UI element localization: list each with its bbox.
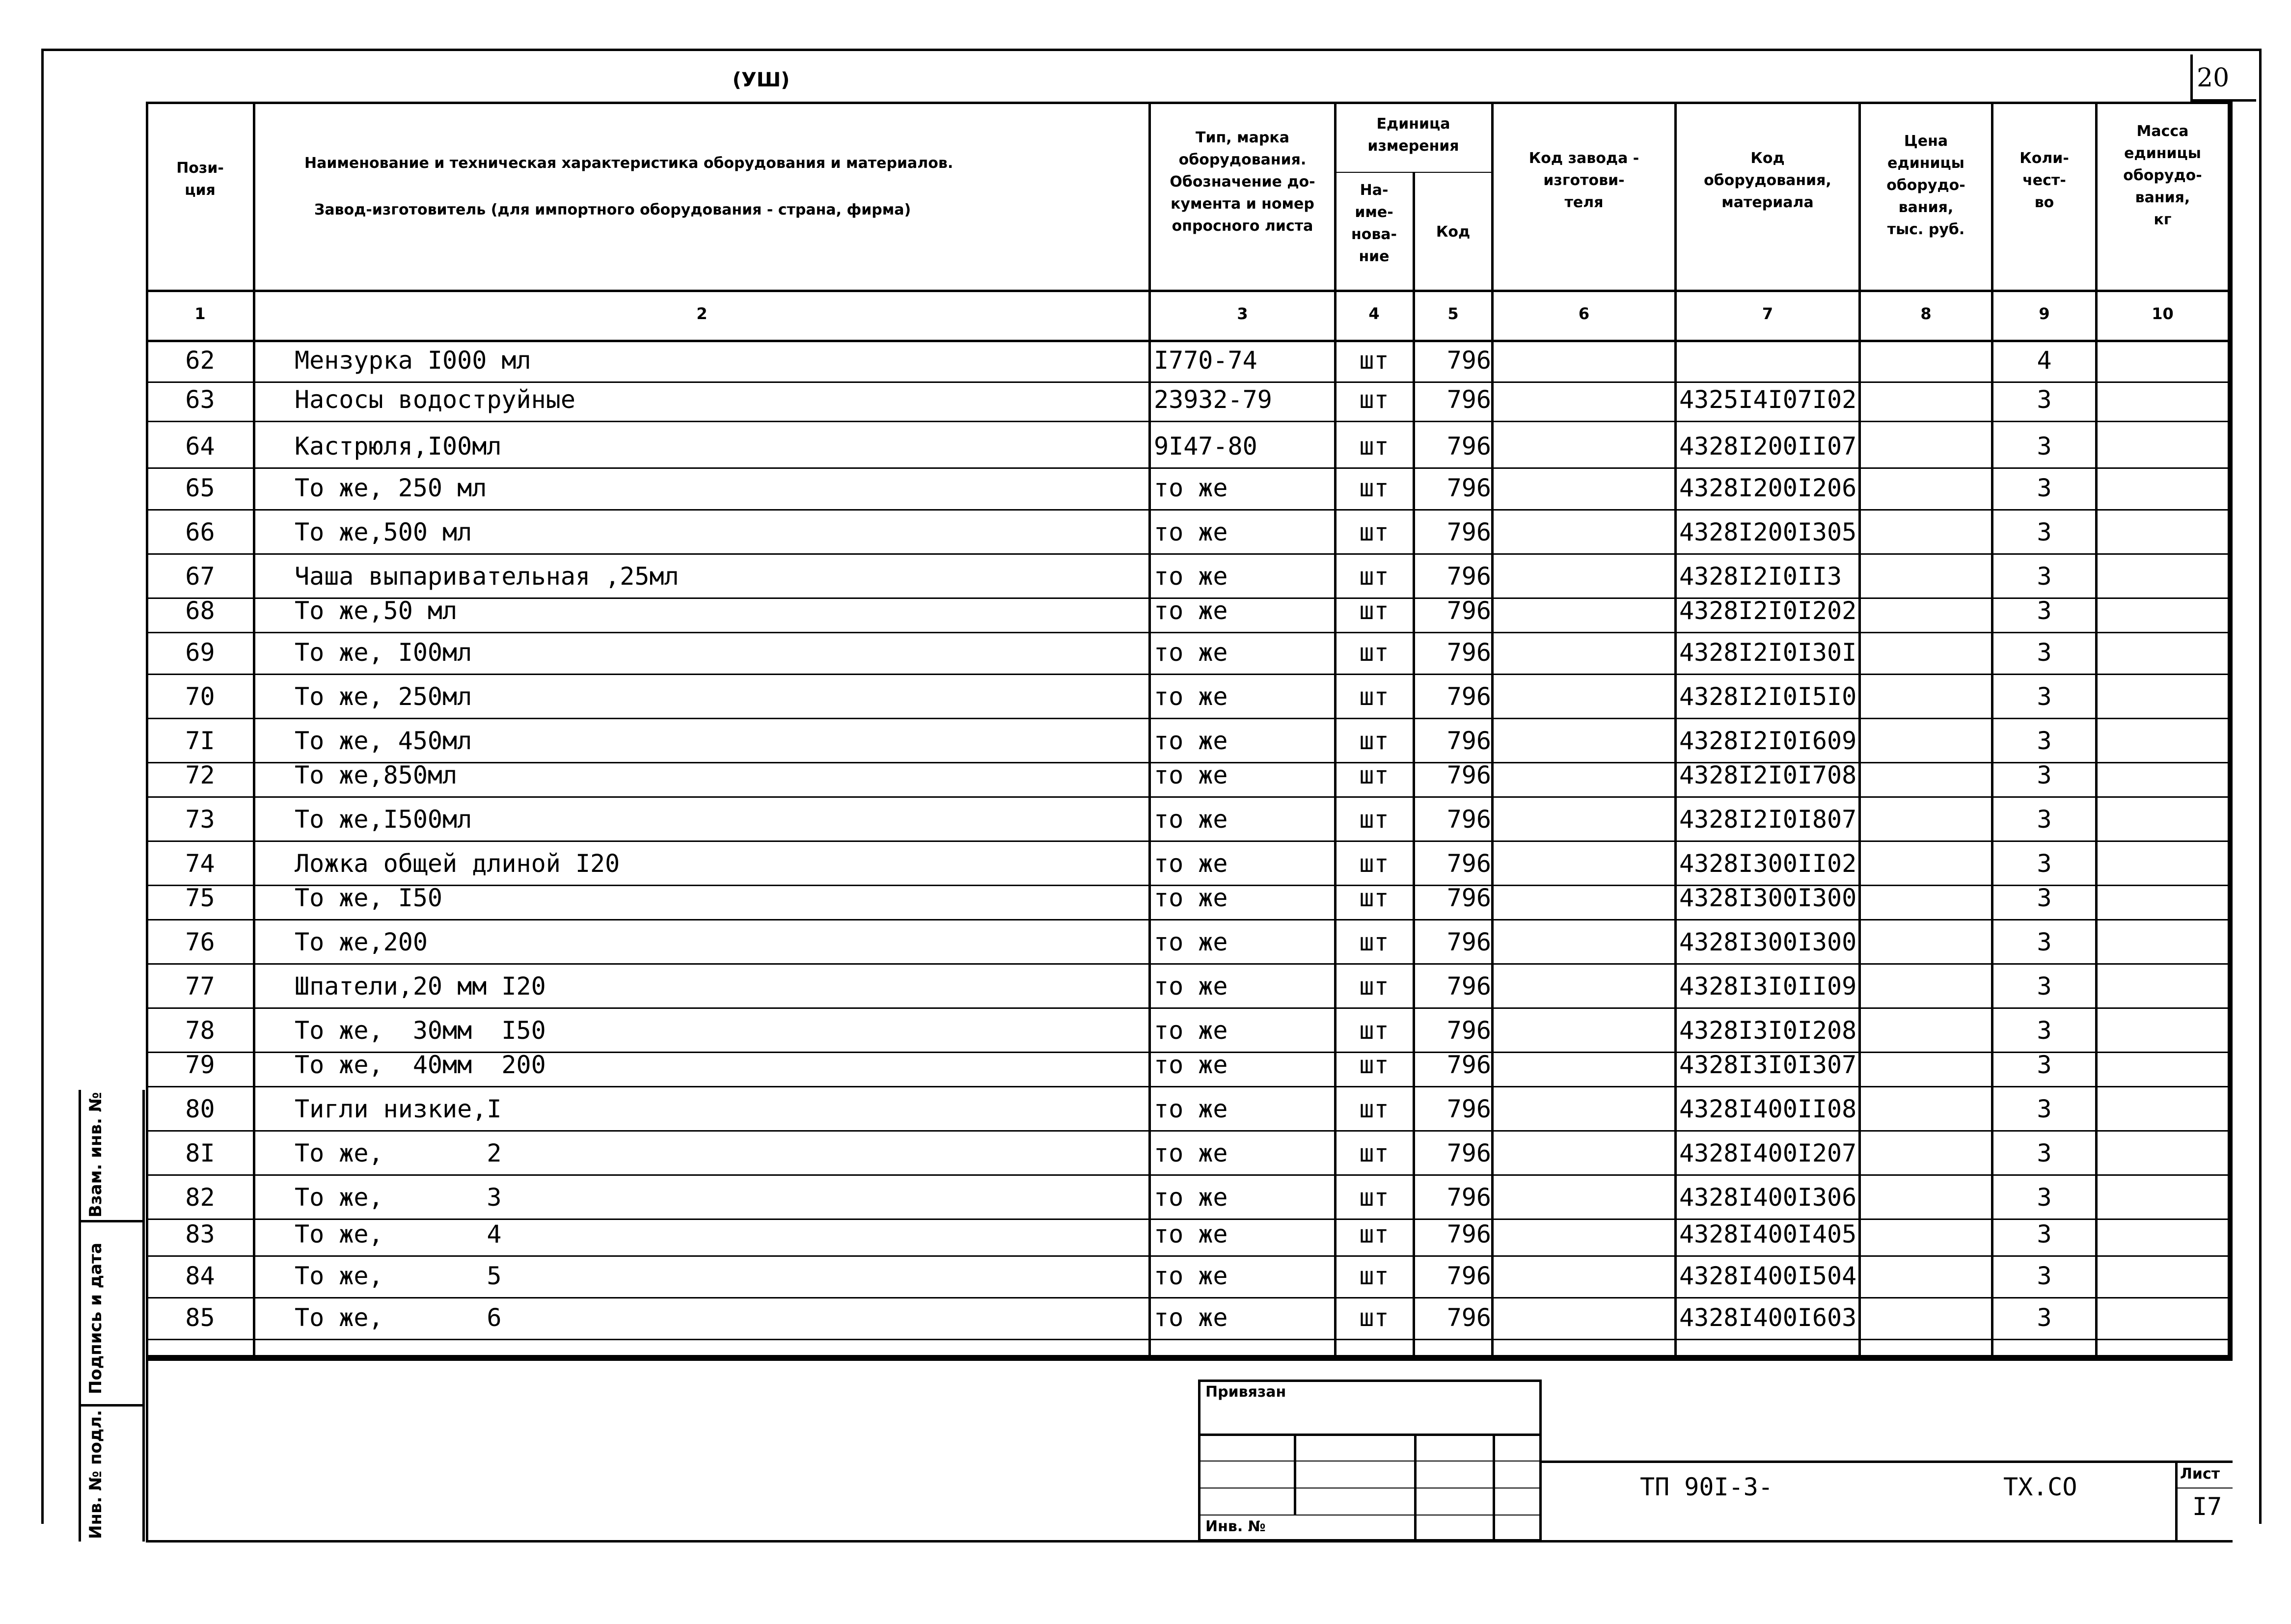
cell-ucode: 796 <box>1446 1095 1491 1123</box>
cell-unit: шт <box>1359 972 1389 1001</box>
header-factory-code: Код завода - изготови- теля <box>1528 150 1639 211</box>
cell-qty: 3 <box>2037 1016 2052 1045</box>
header-qty: Коли- чест- во <box>2019 150 2069 211</box>
cell-pos: 75 <box>185 884 215 912</box>
cell-ucode: 796 <box>1446 1051 1491 1079</box>
row-separator <box>146 1086 2233 1087</box>
row-separator <box>146 674 2233 675</box>
cell-name: То же, 5 <box>295 1262 502 1290</box>
cell-unit: шт <box>1359 1220 1389 1248</box>
cell-pos: 64 <box>185 432 215 460</box>
side-label-signature-date: Подпись и дата <box>86 1243 106 1394</box>
cell-ucode: 796 <box>1446 474 1491 502</box>
cell-name: Тигли низкие,I <box>295 1095 502 1123</box>
document-code: ТХ.СО <box>2003 1473 2077 1501</box>
cell-type: то же <box>1154 562 1228 591</box>
sheet-box-divider <box>2175 1488 2233 1489</box>
cell-qty: 3 <box>2037 682 2052 711</box>
cell-type: то же <box>1154 518 1228 546</box>
cell-qty: 3 <box>2037 1262 2052 1290</box>
colnum-1: 1 <box>194 304 206 323</box>
cell-name: То же, 250мл <box>295 682 472 711</box>
stamp-line <box>1198 1488 1542 1489</box>
cell-type: то же <box>1154 1303 1228 1332</box>
cell-ucode: 796 <box>1446 432 1491 460</box>
cell-name: То же, 40мм 200 <box>295 1051 546 1079</box>
cell-unit: шт <box>1359 761 1389 789</box>
cell-code: 4328I400I207 <box>1679 1139 1857 1167</box>
cell-pos: 65 <box>185 474 215 502</box>
cell-type: 23932-79 <box>1154 385 1272 414</box>
sheet-label: Лист <box>2180 1465 2220 1483</box>
cell-qty: 3 <box>2037 474 2052 502</box>
cell-name: То же, 6 <box>295 1303 502 1332</box>
bottom-line <box>146 1540 2233 1543</box>
cell-name: То же, 3 <box>295 1183 502 1212</box>
row-separator <box>146 919 2233 920</box>
cell-type: то же <box>1154 596 1228 625</box>
cell-pos: 66 <box>185 518 215 546</box>
cell-type: то же <box>1154 682 1228 711</box>
cell-pos: 83 <box>185 1220 215 1248</box>
header-type: Тип, марка оборудования. Обозначение до- кумента и номер опросного листа <box>1170 129 1315 235</box>
cell-unit: шт <box>1359 928 1389 956</box>
cell-ucode: 796 <box>1446 562 1491 591</box>
header-name-line2: Завод-изготовитель (для импортного оборудования - страна, фирма) <box>314 201 911 218</box>
row-separator <box>146 963 2233 965</box>
cell-type: то же <box>1154 849 1228 878</box>
header-line <box>146 290 2233 292</box>
section-mark: (УШ) <box>732 69 790 91</box>
cell-unit: шт <box>1359 1139 1389 1167</box>
cell-unit: шт <box>1359 432 1389 460</box>
row-separator <box>146 1174 2233 1176</box>
cell-ucode: 796 <box>1446 385 1491 414</box>
cell-pos: 82 <box>185 1183 215 1212</box>
cell-ucode: 796 <box>1446 518 1491 546</box>
cell-ucode: 796 <box>1446 727 1491 755</box>
cell-type: то же <box>1154 1095 1228 1123</box>
cell-unit: шт <box>1359 596 1389 625</box>
bottom-left-line <box>146 1358 148 1543</box>
cell-name: То же,I500мл <box>295 805 472 834</box>
cell-pos: 70 <box>185 682 215 711</box>
colnum-line <box>146 340 2233 342</box>
cell-pos: 62 <box>185 346 215 375</box>
designation: ТП 90I-3- <box>1640 1473 1773 1501</box>
cell-code: 4328I400I306 <box>1679 1183 1857 1212</box>
cell-ucode: 796 <box>1446 1139 1491 1167</box>
cell-qty: 3 <box>2037 432 2052 460</box>
row-separator <box>146 1297 2233 1299</box>
cell-name: Чаша выпаривательная ,25мл <box>295 562 679 591</box>
cell-code: 4328I2I0I609 <box>1679 727 1857 755</box>
colnum-7: 7 <box>1762 304 1773 323</box>
cell-qty: 3 <box>2037 928 2052 956</box>
cell-pos: 85 <box>185 1303 215 1332</box>
header-equip-code: Код оборудования, материала <box>1704 150 1831 211</box>
row-separator <box>146 1255 2233 1257</box>
cell-unit: шт <box>1359 1262 1389 1290</box>
cell-ucode: 796 <box>1446 682 1491 711</box>
cell-name: То же,200 <box>295 928 428 956</box>
cell-unit: шт <box>1359 346 1389 375</box>
cell-ucode: 796 <box>1446 884 1491 912</box>
cell-ucode: 796 <box>1446 972 1491 1001</box>
cell-code: 4328I400I405 <box>1679 1220 1857 1248</box>
colnum-6: 6 <box>1578 304 1590 323</box>
sheet-number: I7 <box>2192 1492 2222 1521</box>
cell-code: 4328I2I0I202 <box>1679 596 1857 625</box>
cell-qty: 3 <box>2037 1051 2052 1079</box>
cell-unit: шт <box>1359 518 1389 546</box>
cell-qty: 4 <box>2037 346 2052 375</box>
cell-name: То же, I50 <box>295 884 443 912</box>
cell-pos: 79 <box>185 1051 215 1079</box>
cell-ucode: 796 <box>1446 761 1491 789</box>
cell-ucode: 796 <box>1446 849 1491 878</box>
cell-qty: 3 <box>2037 596 2052 625</box>
cell-ucode: 796 <box>1446 805 1491 834</box>
cell-type: то же <box>1154 1262 1228 1290</box>
cell-code: 4328I400II08 <box>1679 1095 1857 1123</box>
cell-pos: 72 <box>185 761 215 789</box>
cell-pos: 63 <box>185 385 215 414</box>
cell-pos: 68 <box>185 596 215 625</box>
unit-sub-line <box>1334 172 1491 173</box>
cell-pos: 7I <box>185 727 215 755</box>
cell-unit: шт <box>1359 727 1389 755</box>
cell-qty: 3 <box>2037 727 2052 755</box>
cell-name: То же, 450мл <box>295 727 472 755</box>
header-unit-name: На- име- нова- ние <box>1351 182 1397 265</box>
cell-code: 4328I3I0II09 <box>1679 972 1857 1001</box>
cell-qty: 3 <box>2037 761 2052 789</box>
cell-name: То же, 250 мл <box>295 474 487 502</box>
stamp-inv-label: Инв. № <box>1205 1518 1266 1535</box>
cell-code: 4328I200II07 <box>1679 432 1857 460</box>
cell-pos: 67 <box>185 562 215 591</box>
row-separator <box>146 1130 2233 1132</box>
cell-code: 4328I200I305 <box>1679 518 1857 546</box>
cell-unit: шт <box>1359 682 1389 711</box>
cell-pos: 80 <box>185 1095 215 1123</box>
row-separator <box>146 632 2233 633</box>
cell-unit: шт <box>1359 1303 1389 1332</box>
header-price: Цена единицы оборудо- вания, тыс. руб. <box>1886 133 1965 238</box>
cell-ucode: 796 <box>1446 1303 1491 1332</box>
stamp-line <box>1198 1434 1542 1436</box>
cell-pos: 77 <box>185 972 215 1001</box>
cell-qty: 3 <box>2037 1220 2052 1248</box>
header-unit-code: Код <box>1436 223 1471 241</box>
cell-qty: 3 <box>2037 518 2052 546</box>
cell-qty: 3 <box>2037 805 2052 834</box>
cell-name: То же,850мл <box>295 761 458 789</box>
cell-qty: 3 <box>2037 849 2052 878</box>
body-underline <box>146 1358 2233 1361</box>
cell-code: 4328I400I504 <box>1679 1262 1857 1290</box>
row-separator <box>146 381 2233 383</box>
cell-code: 4328I400I603 <box>1679 1303 1857 1332</box>
cell-name: То же, 2 <box>295 1139 502 1167</box>
cell-code: 4328I2I0I807 <box>1679 805 1857 834</box>
cell-qty: 3 <box>2037 1183 2052 1212</box>
table-bottom-line <box>146 1355 2233 1357</box>
cell-type: то же <box>1154 1183 1228 1212</box>
cell-name: То же,50 мл <box>295 596 458 625</box>
cell-unit: шт <box>1359 638 1389 667</box>
row-separator <box>146 467 2233 469</box>
cell-code: 4328I2I0I30I <box>1679 638 1857 667</box>
colnum-4: 4 <box>1368 304 1380 323</box>
cell-code: 4328I2I0I5I0 <box>1679 682 1857 711</box>
cell-ucode: 796 <box>1446 1220 1491 1248</box>
row-separator <box>146 553 2233 555</box>
cell-pos: 78 <box>185 1016 215 1045</box>
stamp-vline <box>1294 1434 1296 1515</box>
cell-name: Насосы водоструйные <box>295 385 575 414</box>
cell-qty: 3 <box>2037 638 2052 667</box>
header-mass: Масса единицы оборудо- вания, кг <box>2123 123 2202 228</box>
cell-name: То же, I00мл <box>295 638 472 667</box>
cell-unit: шт <box>1359 1095 1389 1123</box>
cell-type: то же <box>1154 474 1228 502</box>
cell-name: Ложка общей длиной I20 <box>295 849 620 878</box>
cell-code: 4328I300I300 <box>1679 928 1857 956</box>
cell-pos: 69 <box>185 638 215 667</box>
cell-ucode: 796 <box>1446 1183 1491 1212</box>
row-separator <box>146 796 2233 798</box>
stamp-vline <box>1493 1434 1495 1542</box>
cell-type: то же <box>1154 1139 1228 1167</box>
cell-type: I770-74 <box>1154 346 1257 375</box>
cell-qty: 3 <box>2037 884 2052 912</box>
stamp-line <box>1198 1515 1542 1516</box>
row-separator <box>146 1007 2233 1009</box>
cell-qty: 3 <box>2037 385 2052 414</box>
row-separator <box>146 421 2233 422</box>
cell-code: 4325I4I07I02 <box>1679 385 1857 414</box>
colnum-9: 9 <box>2039 304 2050 323</box>
stamp-line <box>1198 1461 1542 1462</box>
colnum-10: 10 <box>2152 304 2174 323</box>
cell-unit: шт <box>1359 474 1389 502</box>
row-separator <box>146 718 2233 719</box>
side-label-replace-inv: Взам. инв. № <box>86 1092 106 1218</box>
cell-name: То же,500 мл <box>295 518 472 546</box>
cell-name: То же, 30мм I50 <box>295 1016 546 1045</box>
cell-code: 4328I300I300 <box>1679 884 1857 912</box>
cell-code: 4328I300II02 <box>1679 849 1857 878</box>
cell-qty: 3 <box>2037 1303 2052 1332</box>
titleblock-top-line <box>1542 1461 2233 1463</box>
header-name-line1: Наименование и техническая характеристика оборудования и материалов. <box>304 155 954 172</box>
cell-code: 4328I3I0I208 <box>1679 1016 1857 1045</box>
cell-type: 9I47-80 <box>1154 432 1257 460</box>
cell-name: То же, 4 <box>295 1220 502 1248</box>
cell-pos: 74 <box>185 849 215 878</box>
header-unit: Единица измерения <box>1367 115 1459 155</box>
cell-ucode: 796 <box>1446 346 1491 375</box>
cell-unit: шт <box>1359 849 1389 878</box>
cell-type: то же <box>1154 884 1228 912</box>
cell-pos: 84 <box>185 1262 215 1290</box>
cell-pos: 76 <box>185 928 215 956</box>
cell-type: то же <box>1154 1051 1228 1079</box>
cell-qty: 3 <box>2037 972 2052 1001</box>
cell-unit: шт <box>1359 562 1389 591</box>
cell-code: 4328I2I0II3 <box>1679 562 1842 591</box>
cell-pos: 8I <box>185 1139 215 1167</box>
colnum-8: 8 <box>1920 304 1932 323</box>
cell-unit: шт <box>1359 385 1389 414</box>
cell-qty: 3 <box>2037 562 2052 591</box>
colnum-3: 3 <box>1237 304 1248 323</box>
stamp-bound-label: Привязан <box>1205 1383 1286 1401</box>
cell-unit: шт <box>1359 805 1389 834</box>
row-separator <box>146 840 2233 842</box>
cell-code: 4328I200I206 <box>1679 474 1857 502</box>
colnum-2: 2 <box>696 304 708 323</box>
cell-pos: 73 <box>185 805 215 834</box>
cell-type: то же <box>1154 972 1228 1001</box>
row-separator <box>146 1339 2233 1340</box>
cell-type: то же <box>1154 638 1228 667</box>
cell-qty: 3 <box>2037 1095 2052 1123</box>
cell-name: Мензурка I000 мл <box>295 346 531 375</box>
stamp-vline <box>1414 1434 1417 1542</box>
cell-ucode: 796 <box>1446 1262 1491 1290</box>
cell-qty: 3 <box>2037 1139 2052 1167</box>
cell-type: то же <box>1154 1220 1228 1248</box>
cell-type: то же <box>1154 928 1228 956</box>
cell-ucode: 796 <box>1446 638 1491 667</box>
cell-ucode: 796 <box>1446 596 1491 625</box>
cell-name: Шпатели,20 мм I20 <box>295 972 546 1001</box>
cell-type: то же <box>1154 1016 1228 1045</box>
cell-type: то же <box>1154 805 1228 834</box>
cell-ucode: 796 <box>1446 928 1491 956</box>
colnum-5: 5 <box>1447 304 1459 323</box>
cell-unit: шт <box>1359 1051 1389 1079</box>
sheet-box-line <box>2175 1461 2178 1542</box>
corner-sheet-number: 20 <box>2190 54 2256 102</box>
cell-unit: шт <box>1359 1183 1389 1212</box>
cell-name: Кастрюля,I00мл <box>295 432 502 460</box>
side-label-inv-original: Инв. № подл. <box>86 1409 106 1539</box>
cell-ucode: 796 <box>1446 1016 1491 1045</box>
header-position: Пози- ция <box>176 160 224 199</box>
cell-unit: шт <box>1359 1016 1389 1045</box>
cell-unit: шт <box>1359 884 1389 912</box>
cell-type: то же <box>1154 761 1228 789</box>
cell-code: 4328I2I0I708 <box>1679 761 1857 789</box>
cell-code: 4328I3I0I307 <box>1679 1051 1857 1079</box>
cell-type: то же <box>1154 727 1228 755</box>
row-separator <box>146 509 2233 511</box>
